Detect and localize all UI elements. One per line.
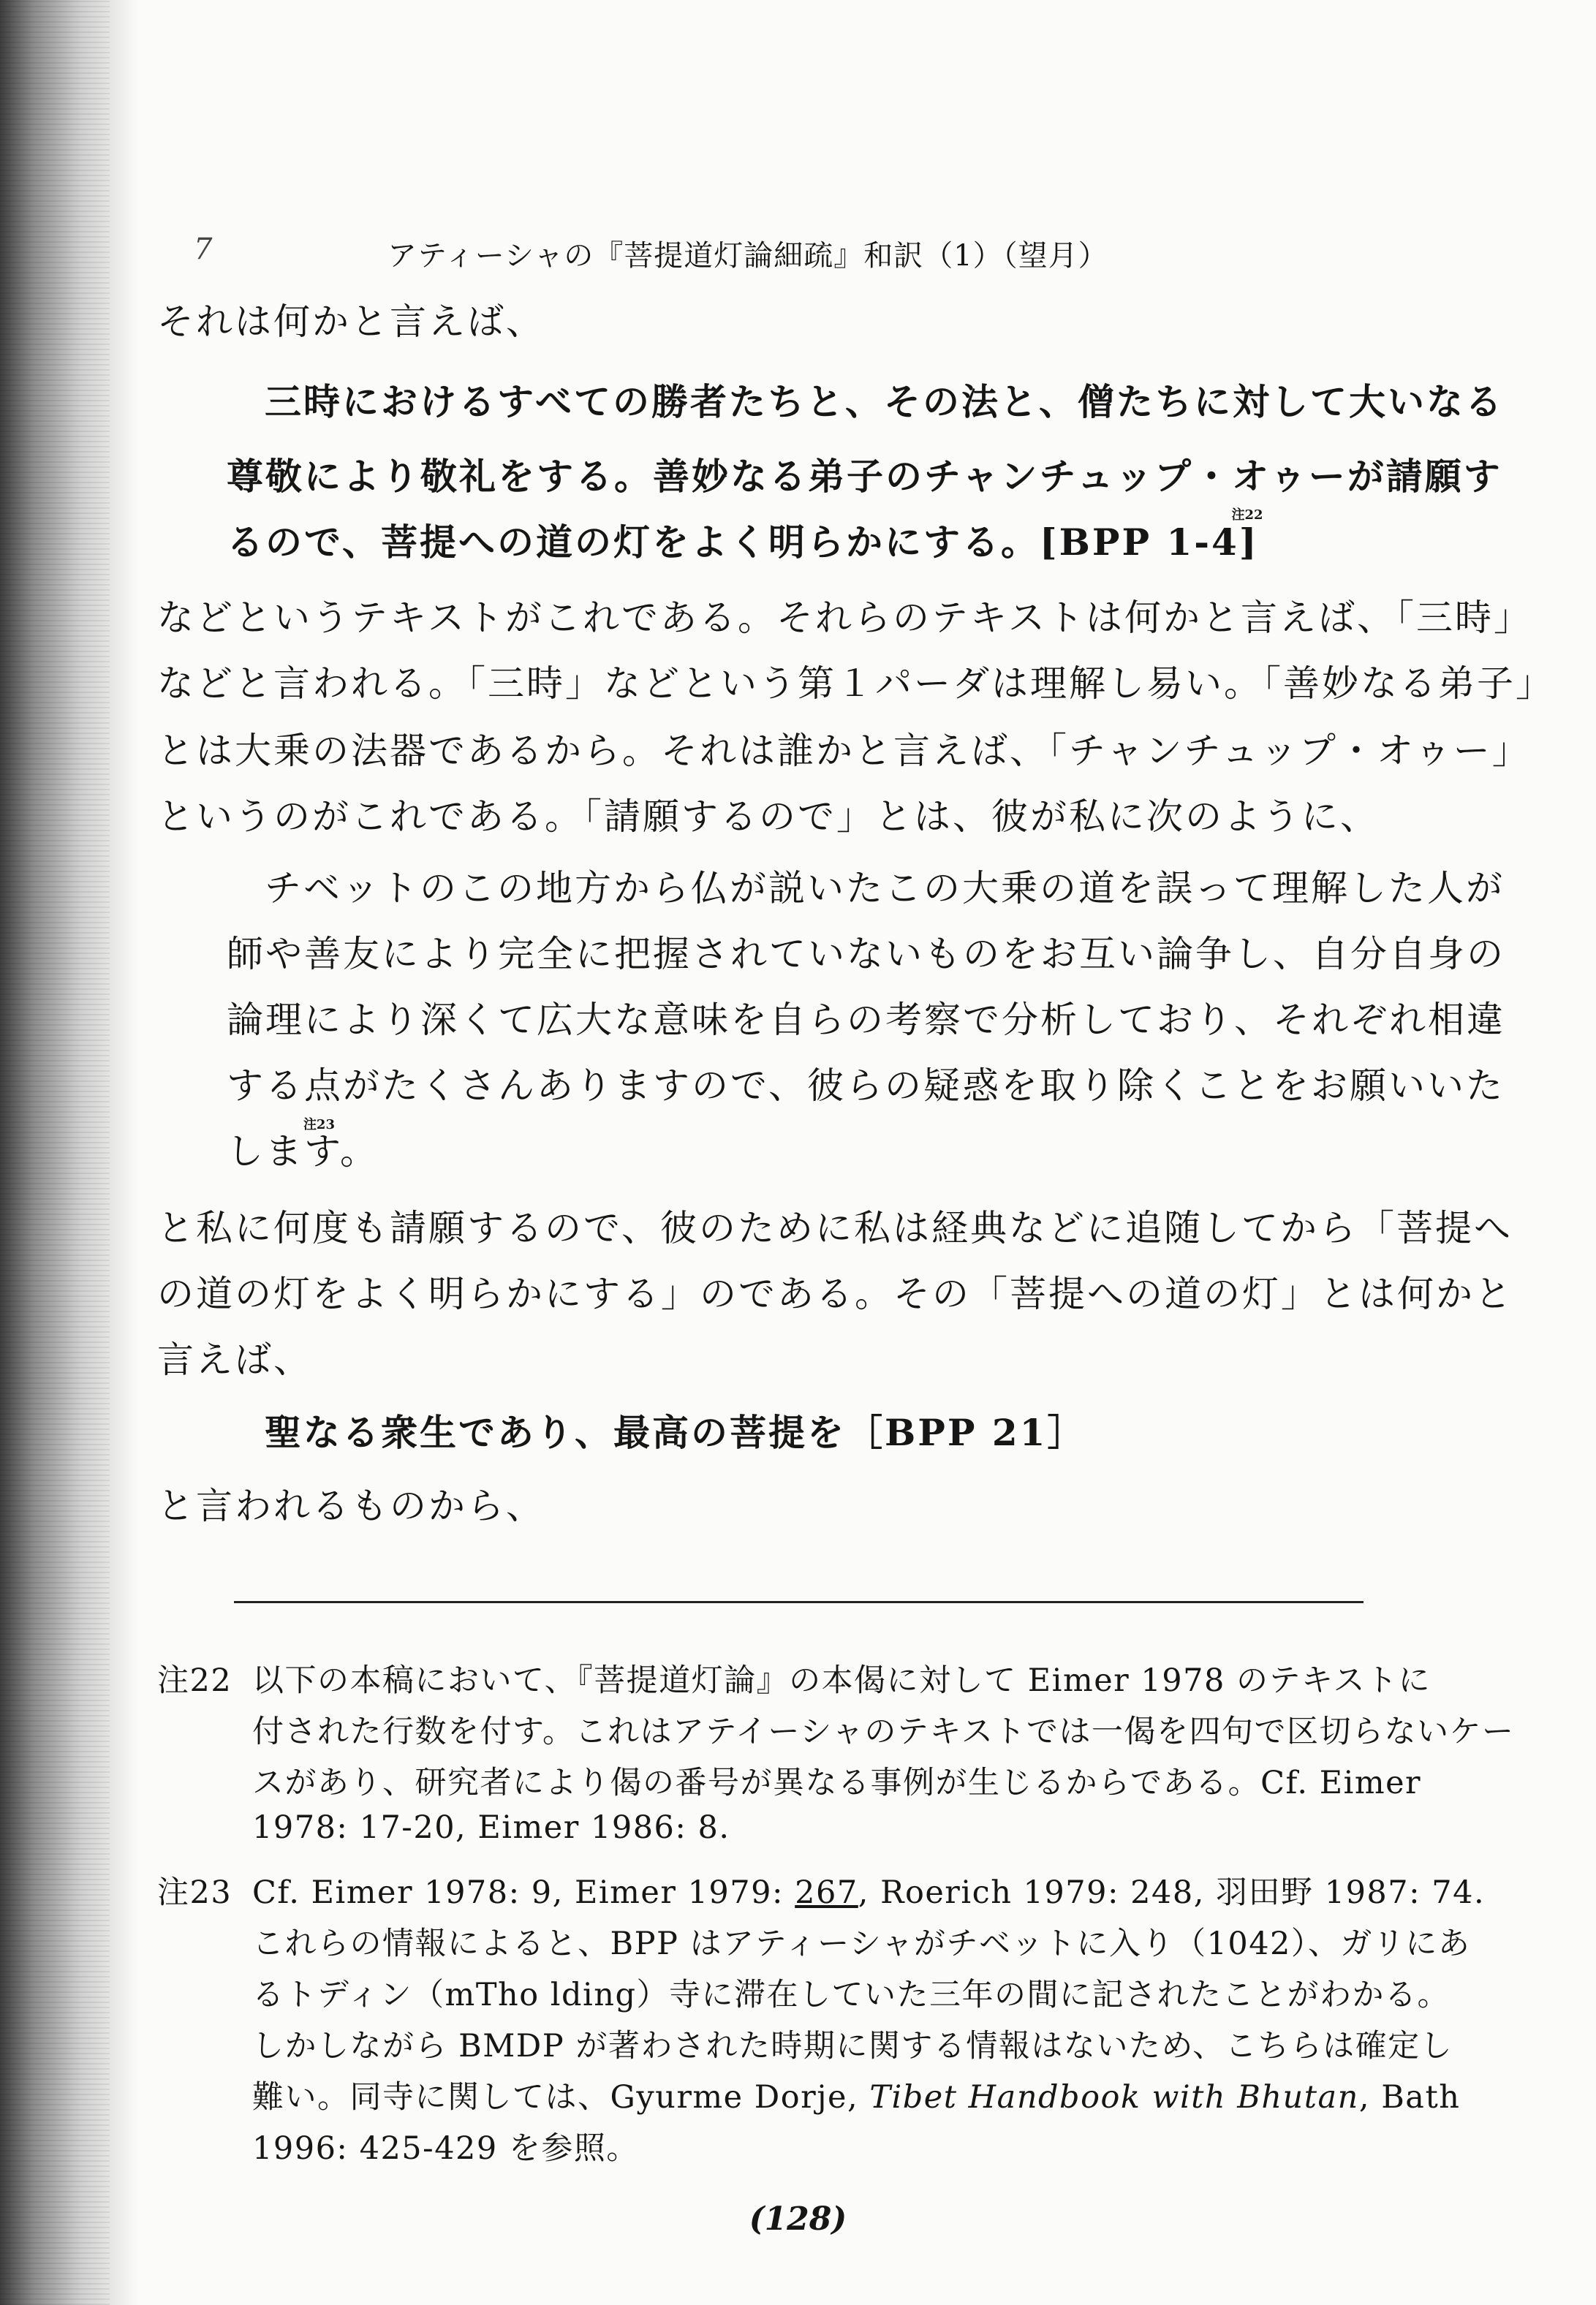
footnote-divider	[234, 1601, 1364, 1603]
quote-text: します。	[227, 1130, 379, 1173]
footnote-text: 以下の本稿において、『菩提道灯論』の本偈に対して Eimer 1978 のテキストに	[252, 1662, 1432, 1699]
footnote-text: Cf. Eimer 1978: 9, Eimer 1979:	[252, 1874, 795, 1911]
footnote-marker-23[interactable]: 注23	[303, 1117, 335, 1132]
footnote-line: るトディン（mTho lding）寺に滞在していた三年の間に記されたことがわかる。	[252, 1977, 1451, 2013]
footnote-line: スがあり、研究者により偈の番号が異なる事例が生じるからである。Cf. Eimer	[252, 1765, 1422, 1801]
footnote-marker-22[interactable]: 注22	[1231, 507, 1263, 523]
body-line: とは大乗の法器であるから。それは誰かと言えば、「チャンチュップ・オゥー」	[157, 730, 1531, 772]
quote-text: るので、菩提への道の灯をよく明らかにする。[BPP 1-4]	[227, 521, 1259, 564]
page-mark: 7	[194, 232, 213, 266]
body-line: などと言われる。「三時」などという第１パーダは理解し易い。「善妙なる弟子」	[157, 662, 1554, 705]
body-line: と言われるものから、	[157, 1485, 545, 1527]
quote-line: 論理により深くて広大な意味を自らの考察で分析しており、それぞれ相違	[227, 999, 1505, 1041]
body-line: というのがこれである。「請願するので」とは、彼が私に次のように、	[157, 795, 1379, 838]
footnote-line: 付された行数を付す。これはアテイーシャのテキストでは一偈を四句で区切らないケー	[252, 1714, 1515, 1750]
quote-line: 三時におけるすべての勝者たちと、その法と、僧たちに対して大いなる	[265, 380, 1504, 423]
quote-line	[227, 1117, 1543, 1175]
quote-end-with-note	[227, 1117, 379, 1173]
footnote-text: , Bath	[1358, 2079, 1461, 2116]
underlined-page: 267	[795, 1874, 858, 1911]
body-line: 言えば、	[157, 1339, 312, 1381]
footnote-line: しかしながら BMDP が著わされた時期に関する情報はないため、こちらは確定し	[252, 2028, 1453, 2064]
quote-line: する点がたくさんありますので、彼らの疑惑を取り除くことをお願いいた	[227, 1064, 1505, 1107]
quote-line: 尊敬により敬礼をする。善妙なる弟子のチャンチュップ・オゥーが請願す	[227, 455, 1502, 498]
body-line: の道の灯をよく明らかにする」のである。その「菩提への道の灯」とは何かと	[157, 1273, 1513, 1315]
footnote-line	[252, 2073, 1495, 2117]
quote-line: 聖なる衆生であり、最高の菩提を［BPP 21］	[265, 1411, 1086, 1454]
footnote-text: , Roerich 1979: 248, 羽田野 1987: 74.	[858, 1874, 1486, 1911]
body-line: などというテキストがこれである。それらのテキストは何かと言えば、「三時」	[157, 597, 1532, 639]
verse-ref-with-note	[227, 507, 1263, 564]
quote-line	[227, 507, 1543, 566]
body-line: それは何かと言えば、	[157, 300, 545, 343]
footnote-line: これらの情報によると、BPP はアティーシャがチベットに入り（1042）、ガリにあ	[252, 1926, 1471, 1962]
footnote-label: 注22	[157, 1662, 232, 1699]
footnote-text: 難い。同寺に関しては、Gyurme Dorje,	[252, 2079, 870, 2116]
footnote-line: 1996: 425-429 を参照。	[252, 2130, 639, 2167]
page-number: (128)	[749, 2200, 847, 2238]
footnote-line: 1978: 17-20, Eimer 1986: 8.	[252, 1809, 730, 1846]
footnote-label: 注23	[157, 1874, 232, 1911]
book-title: Tibet Handbook with Bhutan	[869, 2079, 1359, 2116]
footnote-22	[157, 1656, 1473, 1700]
quote-line: チベットのこの地方から仏が説いたこの大乗の道を誤って理解した人が	[265, 867, 1505, 909]
footnote-23	[157, 1868, 1486, 1912]
quote-line: 師や善友により完全に把握されていないものをお互い論争し、自分自身の	[227, 933, 1505, 975]
running-title: アティーシャの『菩提道灯論細疏』和訳（1）（望月）	[387, 239, 1108, 273]
scan-noise	[0, 0, 110, 2305]
body-line: と私に何度も請願するので、彼のために私は経典などに追随してから「菩提へ	[157, 1207, 1513, 1249]
